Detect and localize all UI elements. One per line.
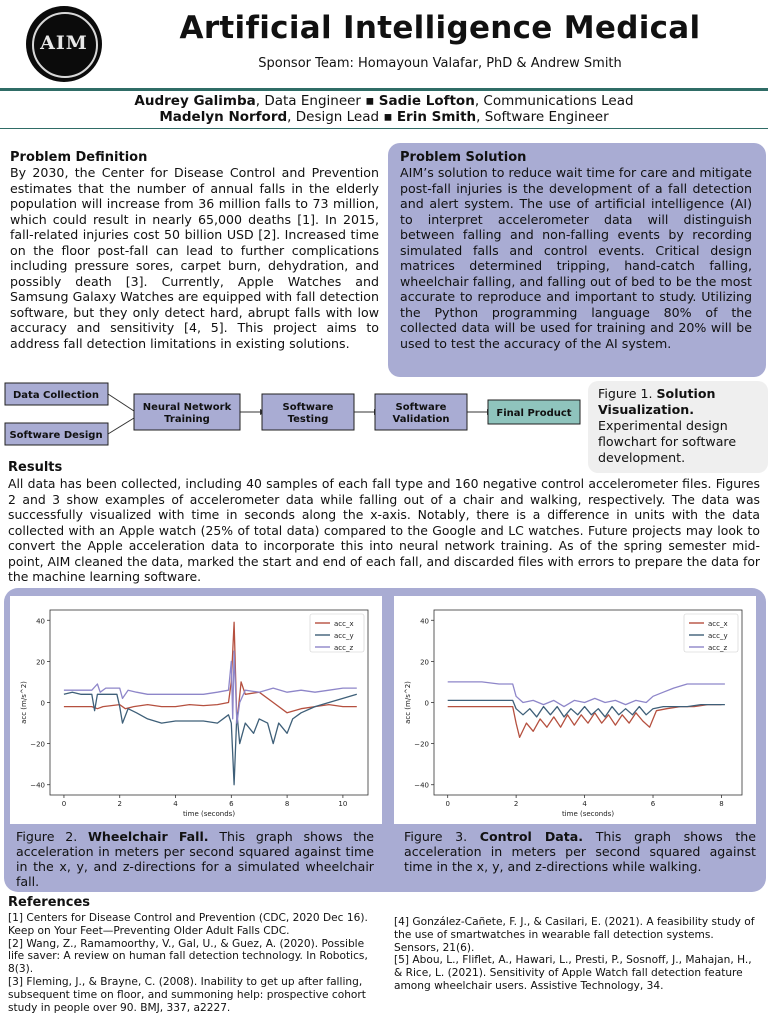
legend-label: acc_x [708,620,728,628]
reference-item: [1] Centers for Disease Control and Prevention (CDC, 2020 Dec 16). Keep on Your Feet—Preventing Older Adult Falls CDC. [8,912,368,937]
y-tick-label: 40 [420,617,429,626]
y-tick-label: 20 [420,658,429,667]
figure-1-title: Solution Visualization. [598,386,716,417]
figure-3-caption [404,829,756,874]
flow-connector [108,418,134,434]
problem-definition-text: By 2030, the Center for Disease Control and Prevention estimates that the number of annual falls in the elderly population will increase from 36 million falls to 73 million, which could result in nearly 65,000 deaths [1]. In 2015, fall-related injuries cost 50 billion USD [2]. Increased time on the floor post-fall can lead to further complications including pressure sores, carpet burn, dehydration, and possibly death [3]. Currently, Apple Watches and Samsung Galaxy Watches are equipped with fall detection software, but they only detect hard, abrupt falls with low accuracy and sensitivity [4, 5]. This project aims to address fall detection limitations in existing solutions. [10,165,379,351]
reference-item: [3] Fleming, J., & Brayne, C. (2008). Inability to get up after falling, subsequent time on floor, and summoning help: prospective cohort study in people over 90. BMJ, 337, a2227. [8,975,366,1014]
y-axis-label: acc (m/s^2) [404,681,412,724]
flow-label-nn-2: Training [164,414,210,425]
figure-1-label: Figure 1. [598,386,657,401]
problem-solution-heading: Problem Solution [400,150,527,165]
x-tick-label: 6 [650,800,656,808]
member-role: , Design Lead [287,109,380,125]
figure-2-label: Figure 2. [16,829,88,844]
y-tick-label: −20 [414,740,429,749]
figure-3-title: Control Data. [479,829,584,844]
reference-item: [5] Abou, L., Fliflet, A., Hawari, L., Presti, P., Sosnoff, J., Mahajan, H., & Rice, L. (2021). Sensitivity of Apple Watch fall detection feature among wheelchair users. Assistive Technology, 34. [394,954,752,992]
figure-2-plot [10,596,382,824]
flow-label-st-2: Testing [287,414,329,425]
flow-label-nn-1: Neural Network [142,402,232,413]
figure-1-text: Experimental design flowchart for software development. [598,418,737,465]
header-divider [0,88,768,91]
flow-label-sv-1: Software [395,402,447,413]
separator-icon: ▪ [365,93,375,109]
problem-solution-text: AIM’s solution to reduce wait time for care and mitigate post-fall injuries is the development of a fall detection and alert system. The use of artificial intelligence (AI) to interpret accelerometer data will distinguish between falling and non-falling events by recording simulated falls and control events. Critical design matrices determined tripping, hand-catch falling, wheelchair falling, and falling out of bed to be the most accurate to reproduce and important to study. Utilizing the Python programming language 80% of the collected data will be used for training and 20% will be used to test the accuracy of the AI system. [400,165,752,351]
y-tick-label: 40 [36,617,45,626]
results-text: All data has been collected, including 40 samples of each fall type and 160 negative control accelerometer files. Figures 2 and 3 show examples of accelerometer data while falling out of a chair and walking, respectively. The data was successfully visualized with time in seconds along the x-axis. Notably, there is a difference in units with the data collected with an Apple watch (25% of total data) compared to the Google and LC watches. Future projects may look to convert the Apple acceleration data to incorporate this into neural network training. As of the spring semester mid-point, AIM cleaned the data, marked the start and end of each fall, and discarded files with errors to prepare the data for the machine learning software. [8,476,760,584]
x-tick-label: 8 [719,800,724,808]
member-role: , Communications Lead [474,93,634,109]
solution-flowchart [0,378,590,458]
problem-solution-section [388,143,766,377]
member-role: , Software Engineer [476,109,609,125]
x-tick-label: 0 [445,800,450,808]
flow-label-data-collection: Data Collection [12,390,100,401]
flow-connector [108,394,134,411]
y-tick-label: 0 [40,699,45,708]
legend-label: acc_y [708,632,728,640]
y-tick-label: −20 [30,740,45,749]
team-row-2 [0,109,768,125]
y-tick-label: 0 [424,699,429,708]
y-tick-label: −40 [30,781,45,790]
figure-2-text: This graph shows the acceleration in meters per second squared against time in the x, y, and z-directions for a simulated wheelchair fall. [16,829,374,889]
member-name: Madelyn Norford [159,109,288,125]
references-heading: References [8,895,91,910]
x-tick-label: 6 [229,800,234,808]
member-name: Erin Smith [396,109,477,125]
team-divider [0,128,768,129]
x-axis-label: time (seconds) [182,810,236,818]
member-name: Audrey Galimba [134,93,256,109]
figure-2-caption [16,829,374,889]
y-tick-label: 20 [36,658,45,667]
figure-3-label: Figure 3. [404,829,480,844]
figure-1-caption [588,381,768,473]
logo-text: AIM [40,32,88,54]
reference-item: [4] González-Cañete, F. J., & Casilari, E. (2021). A feasibility study of the use of smartwatches in wearable fall detection systems. Sensors, 21(6). [394,916,755,954]
references-left [8,912,378,1014]
flow-label-st-1: Software [282,402,334,413]
legend-label: acc_x [334,620,354,628]
x-tick-label: 2 [117,800,122,808]
references-right [394,916,762,993]
flow-label-final: Final Product [496,408,572,419]
x-tick-label: 4 [173,800,178,808]
figure-2-title: Wheelchair Fall. [87,829,209,844]
aim-logo [26,6,102,82]
x-axis-label: time (seconds) [561,810,615,818]
problem-definition-heading: Problem Definition [10,150,148,165]
member-role: , Data Engineer [255,93,361,109]
problem-definition-section [10,150,379,351]
figure-3-plot [394,596,756,824]
figure-3-text: This graph shows the acceleration in meters per second squared against time in the x, y, and z-directions while walking. [404,829,757,874]
x-tick-label: 10 [338,800,348,808]
legend-label: acc_z [708,644,728,652]
x-tick-label: 8 [284,800,290,808]
legend-label: acc_y [334,632,354,640]
flow-label-software-design: Software Design [9,430,103,441]
legend-label: acc_z [334,644,354,652]
chart-wheelchair-fall [10,596,382,824]
x-tick-label: 4 [582,800,587,808]
flow-label-sv-2: Validation [392,414,450,425]
member-name: Sadie Lofton [378,93,475,109]
separator-icon: ▪ [383,109,393,125]
y-axis-label: acc (m/s^2) [20,681,28,724]
x-tick-label: 2 [513,800,519,808]
sponsor-team: Sponsor Team: Homayoun Valafar, PhD & Andrew Smith [258,56,622,71]
reference-item: [2] Wang, Z., Ramamoorthy, V., Gal, U., & Guez, A. (2020). Possible life saver: A review on human fall detection technology. In Robotics, 8(3). [8,937,368,976]
team-row-1 [0,93,768,109]
y-tick-label: −40 [414,781,429,790]
chart-control-data [394,596,756,824]
x-tick-label: 0 [61,800,67,808]
results-heading: Results [8,460,63,475]
poster-title: Artificial Intelligence Medical [179,10,701,46]
